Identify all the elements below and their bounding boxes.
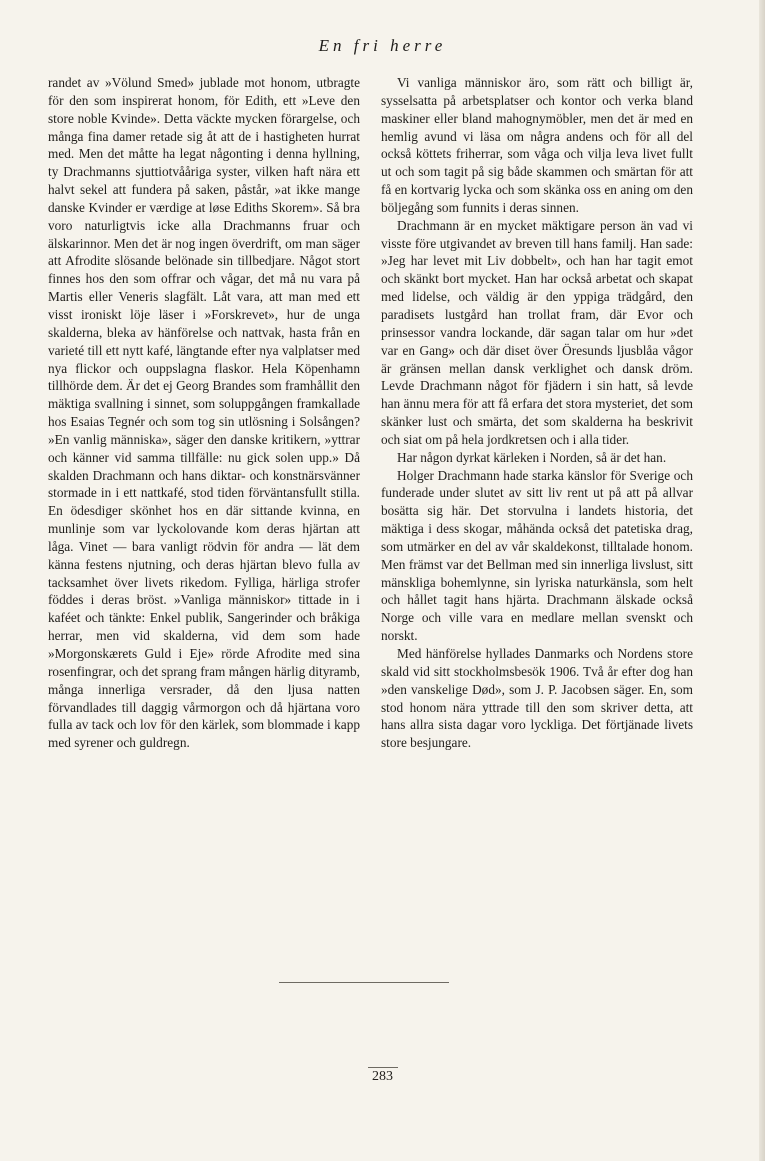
right-paragraph-2: Drachmann är en mycket mäktigare person än vad vi visste före utgivandet av breven till hans familj. Han sade: »Jeg har levet mit Liv dobbelt», och han har tagit emot och skänkt bort mycket. Han har också arbetat och skapat med lidelse, och väldig är den yppiga trädgård, den paradisets lustgård han trollat fram, där Evor och prinsessor vandra lockande, där sagan talar om hur »det var en Gang» och där diset över Öresunds ljusblåa vågor är gränsen mellan dansk verklighet och dansk dröm. Levde Drachmann något för fjädern i sin hatt, så levde han ännu mera för att få erfara det stora mysteriet, det som skänker lust och smärta, det som skalderna ha beskrivit och siat om på hela jordkretsen och i alla tider.	[381, 217, 693, 447]
right-paragraph-1: Vi vanliga människor äro, som rätt och billigt är, sysselsatta på arbetsplatser och kontor och verka bland maskiner eller bland mahognymöbler, men det är med en hemlig avund vi läsa om några andens och för all del också köttets friherrar, som våga och vilja leva livet fullt ut och som tagit på sig både skammen och smärtan för att få en kortvarig lycka och som skänka oss en aning om den böljegång som funnits i deras sinnen.	[381, 75, 693, 215]
right-paragraph-4: Holger Drachmann hade starka känslor för Sverige och funderade under slutet av sitt liv rent ut på att på allvar bosätta sig här. Det storvulna i landets historia, det mäktiga i dess skogar, måhända också det patetiska drag, som utmärker en del av vår skaldekonst, tilltalade honom. Men främst var det Bellman med sin innerliga livslust, sitt mänskliga bohemlynne, sin lyriska naturkänsla, som helt och hållet tagit hans hjärta. Drachmann älskade också Norge och ville vara en medlare mellan svenskt och norskt.	[381, 467, 693, 644]
right-paragraph-5: Med hänförelse hyllades Danmarks och Nordens store skald vid sitt stockholmsbesök 1906. Två år efter dog han »den vanskelige Død», som J. P. Jacobsen säger. En, som stod honom nära yttrade till den som skriver detta, att hans allra sista dagar voro lyckliga. Det förtjänade livets store besjungare.	[381, 646, 693, 751]
running-head: En fri herre	[318, 36, 447, 55]
left-column	[48, 74, 360, 752]
right-paragraph-3: Har någon dyrkat kärleken i Norden, så är det han.	[397, 449, 667, 465]
left-paragraph-1: randet av »Völund Smed» jublade mot honom, utbragte för den som inspirerat honom, för Edith, ett »Leve den store noble Kvinde». Detta väckte mycken förargelse, och många fina damer retade sig åt att de i hastigheten hurrat med. Men det måtte ha legat någonting i denna hyllning, ty Drachmanns sjuttiotvååriga syster, vilken haft nära ett halvt sekel att fundera på saken, påstår, »at ikke mange danske Kvinder er værdige at løse Ediths Skorem». Så bra voro naturligtvis icke alla Drachmanns fruar och älskarinnor. Men det är nog ingen överdrift, om man säger att Afrodite slösande belönade sin tillbedjare. Något stort finnes hos den som offrar och vågar, det må nu vara på Martis eller Veneris slagfält. Låt vara, att man med ett visst ironiskt löje läser i »Forskrevet», hur de unga skalderna, bleka av hänförelse och nattvak, hasta från en varieté till ett nytt kafé, längtande efter nya valplatser med nya flickor och ouppslagna flaskor. Hela Köpenhamn tillhörde dem. Är det ej Georg Brandes som framhållit den mäktiga svallning i sinnet, som soluppgången framkallade hos Esaias Tegnér och som tog sin utlösning i Solsången? »En vanlig människa», säger den danske kritikern, »yttrar och känner vid samma tillfälle: nu gick solen upp.» Då skalden Drachmann och hans diktar- och konstnärsvänner stormade in i ett nattkafé, stod tiden förväntansfullt stilla. En ödesdiger skönhet hos en där sittande kvinna, en munlinje som var lyckolovande kom deras hjärtan att låga. Vinet — bara vanligt rödvin för andra — lät dem känna festens njutning, och deras hjärtan blevo fulla av tacksamhet över livets rikedom. Fylliga, härliga strofer föddes i deras bröst. »Vanliga människor» tittade in i kaféet och tänkte: Enkel publik, Sangerinder och bråkiga herrar, men vid skalderna, vid dem som hade »Morgonskærets Guld i Eje» rörde Afrodite med sina rosenfingrar, och det sprang fram mången härlig dityramb, många innerliga versrader, då den ljusa natten förvandlades till daggig vårmorgon och då hjärtana voro fulla av tack och lov för den kärlek, som blommade i kapp med syrener och guldregn.	[48, 75, 360, 751]
page-number	[0, 1067, 765, 1085]
section-rule	[279, 982, 449, 983]
page-number-text: 283	[368, 1067, 398, 1085]
right-column	[381, 74, 693, 752]
page-edge	[759, 0, 765, 1161]
